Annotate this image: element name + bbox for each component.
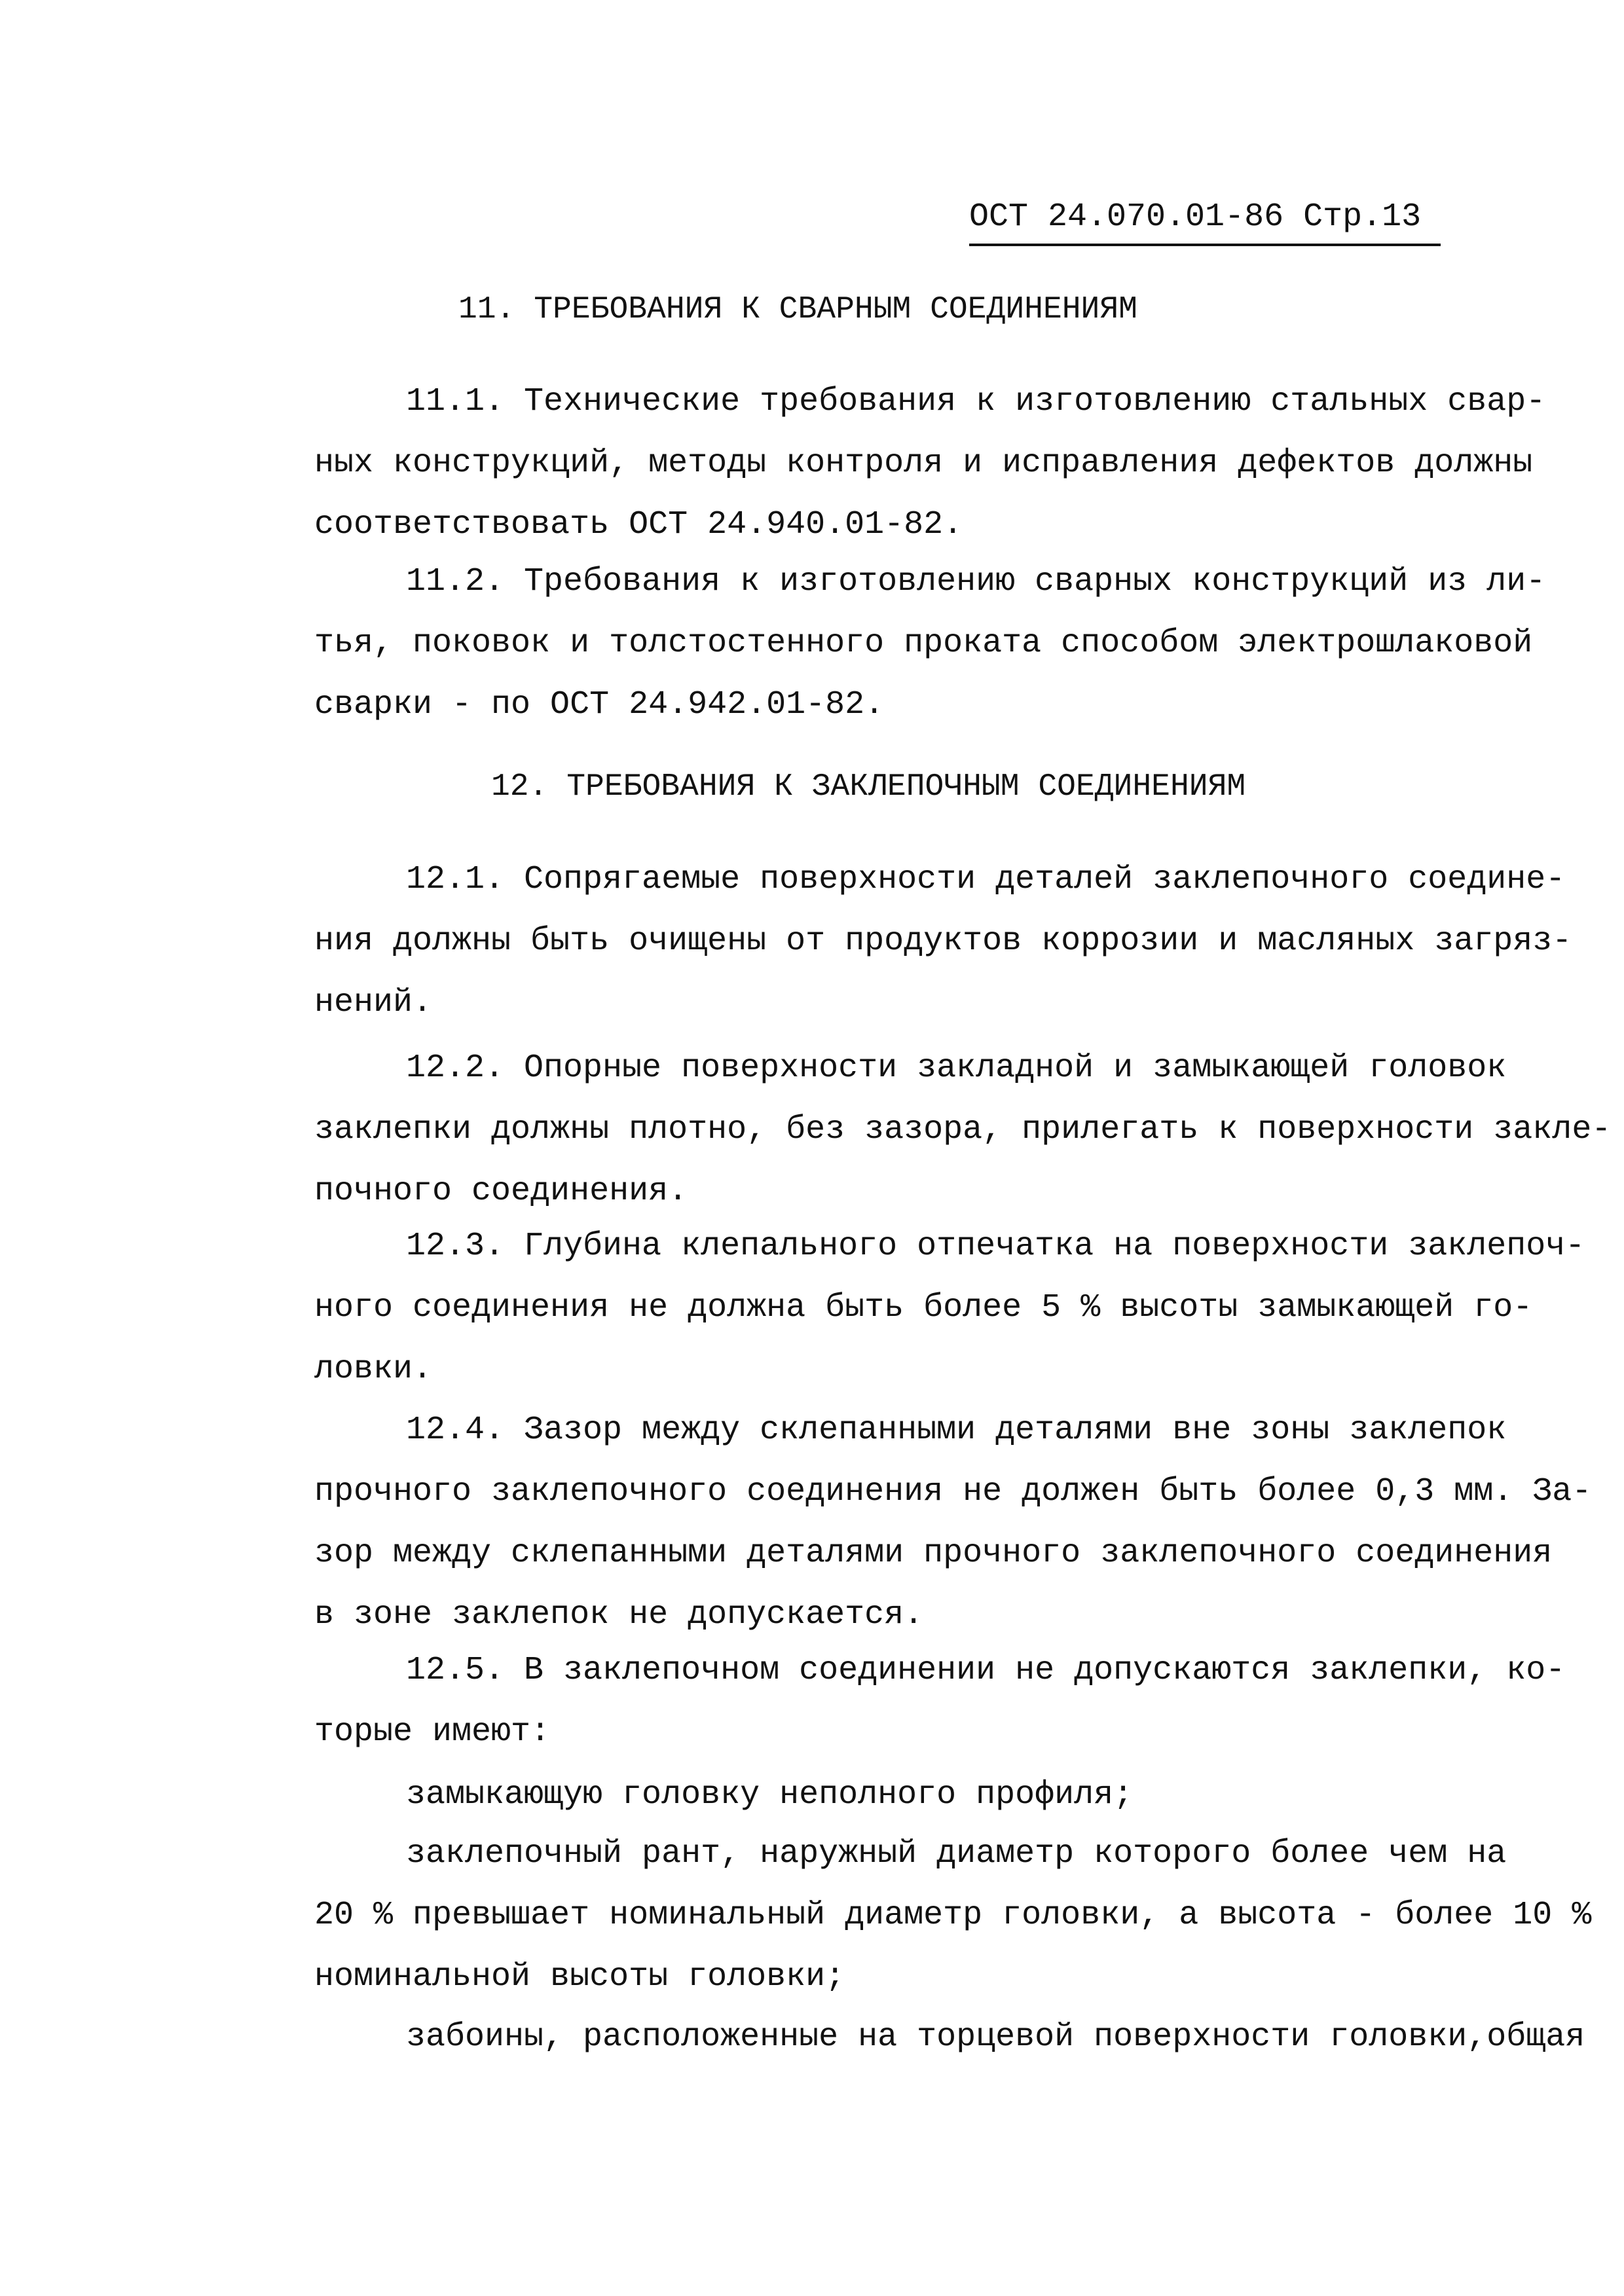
text-line: 12.4. Зазор между склепанными деталями вне зоны заклепок [406, 1412, 1507, 1449]
text-line: ного соединения не должна быть более 5 % высоты замыкающей го- [314, 1289, 1533, 1326]
text-line: заклепочный рант, наружный диаметр которого более чем на [406, 1835, 1507, 1872]
text-line: заклепки должны плотно, без зазора, прилегать к поверхности закле- [314, 1111, 1612, 1148]
text-line: 20 % превышает номинальный диаметр головки, а высота - более 10 % [314, 1897, 1592, 1934]
text-line: тья, поковок и толстостенного проката способом электрошлаковой [314, 625, 1533, 662]
text-line: 11.2. Требования к изготовлению сварных конструкций из ли- [406, 563, 1546, 600]
text-line: номинальной высоты головки; [314, 1958, 845, 1995]
text-line: в зоне заклепок не допускается. [314, 1596, 924, 1633]
section-title-11: 11. ТРЕБОВАНИЯ К СВАРНЫМ СОЕДИНЕНИЯМ [458, 292, 1137, 327]
paragraph-12-2 [314, 1038, 1611, 1222]
text-line: сварки - по ОСТ 24.942.01-82. [314, 686, 885, 723]
paragraph-12-1 [314, 849, 1572, 1034]
list-item-dents [314, 2007, 1585, 2068]
text-line: 12.5. В заклепочном соединении не допускаются заклепки, ко- [406, 1652, 1566, 1689]
paragraph-12-3 [314, 1216, 1585, 1400]
text-line: 12.1. Сопрягаемые поверхности деталей заклепочного соедине- [406, 861, 1566, 898]
text-line: ния должны быть очищены от продуктов коррозии и масляных загряз- [314, 922, 1572, 960]
list-item-rivet-rim [314, 1823, 1591, 2008]
text-line: 11.1. Технические требования к изготовлению стальных свар- [406, 383, 1546, 420]
text-line: замыкающую головку неполного профиля; [406, 1776, 1134, 1813]
text-line: зор между склепанными деталями прочного заклепочного соединения [314, 1535, 1553, 1572]
list-item-closing-head [314, 1764, 1133, 1826]
paragraph-12-5 [314, 1640, 1565, 1763]
text-line: ных конструкций, методы контроля и исправления дефектов должны [314, 445, 1533, 482]
paragraph-11-1 [314, 371, 1545, 556]
text-line: нений. [314, 984, 433, 1021]
text-line: прочного заклепочного соединения не должен быть более 0,3 мм. За- [314, 1473, 1592, 1510]
paragraph-11-2 [314, 551, 1545, 736]
text-line: 12.2. Опорные поверхности закладной и замыкающей головок [406, 1049, 1507, 1087]
text-line: торые имеют: [314, 1713, 551, 1751]
text-line: соответствовать ОСТ 24.940.01-82. [314, 506, 963, 543]
text-line: 12.3. Глубина клепального отпечатка на поверхности заклепоч- [406, 1228, 1585, 1265]
text-line: почного соединения. [314, 1173, 688, 1210]
text-line: ловки. [314, 1351, 433, 1388]
section-title-12: 12. ТРЕБОВАНИЯ К ЗАКЛЕПОЧНЫМ СОЕДИНЕНИЯМ [491, 769, 1246, 805]
page-header-designation: ОСТ 24.070.01-86 Стр.13 [969, 191, 1441, 246]
paragraph-12-4 [314, 1400, 1591, 1646]
text-line: забоины, расположенные на торцевой поверхности головки,общая [406, 2018, 1585, 2056]
